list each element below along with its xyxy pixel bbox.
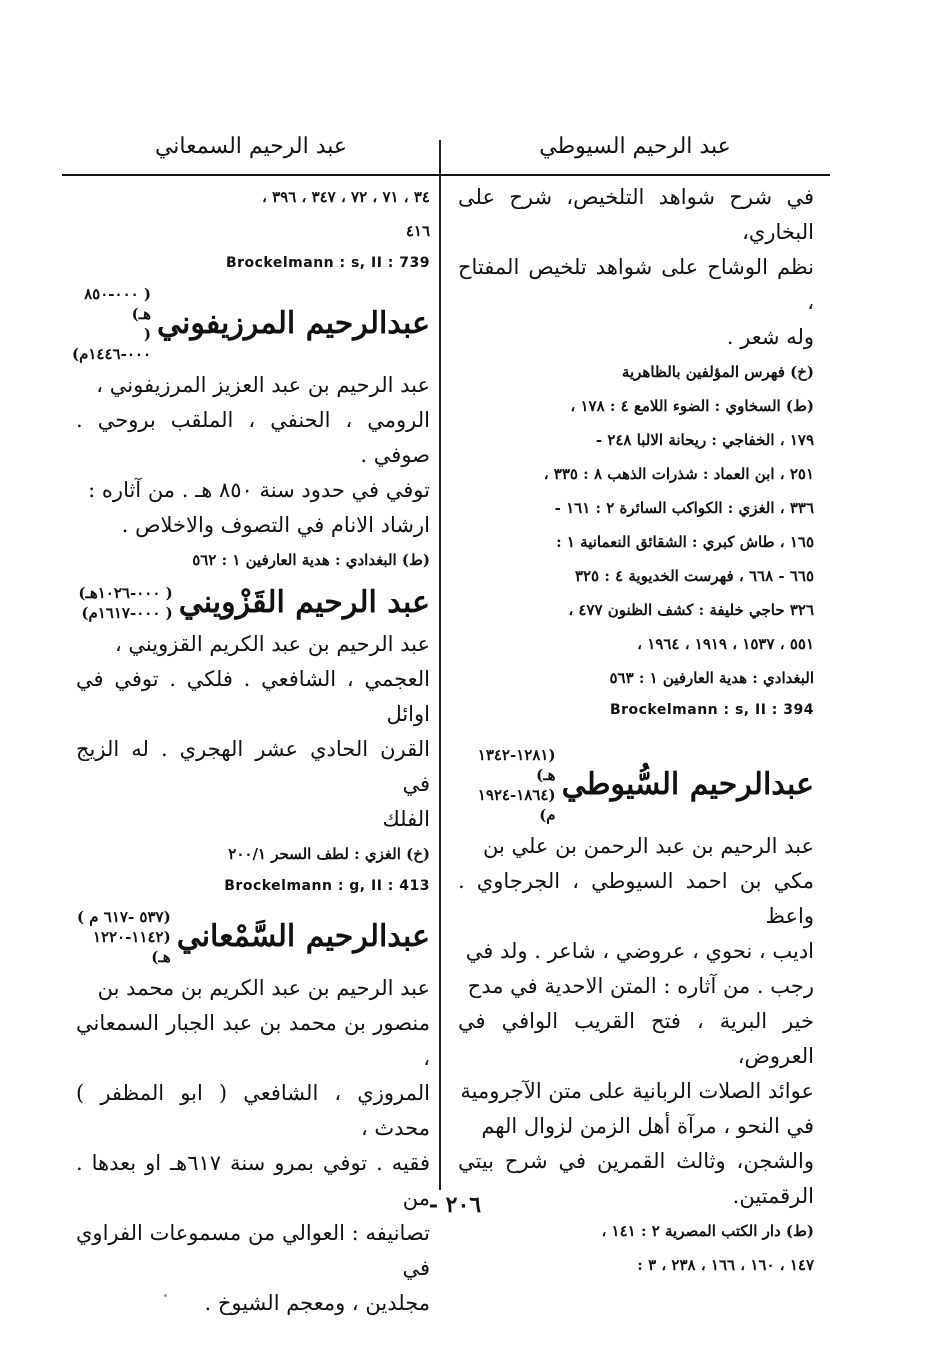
- text-line: فقيه . توفي بمرو سنة ٦١٧هـ او بعدها . من: [76, 1151, 430, 1210]
- header-right-title: عبد الرحيم السيوطي: [539, 134, 731, 159]
- text-line: توفي في حدود سنة ٨٥٠ هـ . من آثاره :: [88, 478, 430, 502]
- source-line: ١٧٩ ، الخفاجي : ريحانة الالبا ٢٤٨ -: [595, 431, 814, 449]
- date-hijri: (٥٣٧ -٦١٧ م ): [76, 908, 171, 926]
- source-line: ٥٥١ ، ١٥٣٧ ، ١٩١٩ ، ١٩٦٤ ،: [637, 635, 814, 653]
- entry-heading: [76, 907, 430, 967]
- date-hijri: (١٢٨١-١٣٤٢ هـ): [477, 746, 556, 784]
- text-line: المروزي ، الشافعي ( ابو المظفر ) محدث ،: [76, 1081, 430, 1140]
- column-divider: [439, 140, 441, 1190]
- text-line: منصور بن محمد بن عبد الجبار السمعاني ،: [76, 1011, 430, 1070]
- text-line: في النحو ، مرآة أهل الزمن لزوال الهم: [481, 1114, 814, 1138]
- date-hijri: ( ٠٠٠-٨٥٠ هـ): [84, 285, 152, 323]
- text-line: عبد الرحيم بن عبد الكريم القزويني ،: [114, 632, 430, 656]
- date-hijri: ( ٠٠٠-١٠٢٦هـ): [78, 584, 173, 602]
- source-line: ١٦٥ ، طاش كبري : الشقائق النعمانية ١ :: [556, 533, 814, 551]
- source-line: ٣٣٦ ، الغزي : الكواكب السائرة ٢ : ١٦١ -: [554, 499, 814, 517]
- text-line: نظم الوشاح على شواهد تلخيص المفتاح ،: [458, 255, 814, 314]
- date-gregorian: (١١٤٢-١٢٢٠ هـ): [92, 928, 171, 966]
- entry-heading: [458, 745, 814, 825]
- entry-name: عبد الرحيم القَزْويني: [178, 585, 430, 620]
- page-number: ٢٠٦ -: [428, 1192, 482, 1218]
- text-line: مكي بن احمد السيوطي ، الجرجاوي . واعظ: [458, 869, 814, 928]
- entry-heading: [76, 583, 430, 623]
- text-line: القرن الحادي عشر الهجري . له الزيج في: [76, 737, 430, 796]
- manuscript-note: (خ) فهرس المؤلفين بالظاهرية: [621, 363, 814, 381]
- date-gregorian: ( ٠٠٠-١٦١٧م): [81, 604, 173, 622]
- text-line: الفلك: [382, 807, 430, 831]
- entry-dates: [72, 284, 151, 364]
- text-line: عبد الرحيم بن عبد الرحمن بن علي بن: [482, 834, 814, 858]
- entry-name: عبدالرحيم السَّمْعاني: [176, 919, 430, 954]
- source-line: (ط) السخاوي : الضوء اللامع ٤ : ١٧٨ ،: [570, 397, 814, 415]
- text-line: وله شعر .: [726, 325, 814, 349]
- entry-name: عبدالرحيم المرزيفوني: [157, 306, 430, 341]
- source-line: البغدادي : هدية العارفين ١ : ٥٦٣: [609, 669, 814, 687]
- text-line: والشجن، وثالث القمرين في شرح بيتي الرقمتين.: [458, 1149, 814, 1208]
- source-line: ٣٢٦ حاجي خليفة : كشف الظنون ٤٧٧ ،: [568, 601, 814, 619]
- text-line: تصانيفه : العوالي من مسموعات الفراوي في: [76, 1221, 430, 1280]
- entry-dates: [78, 583, 172, 623]
- text-line: عوائد الصلات الربانية على متن الآجرومية: [460, 1079, 814, 1103]
- text-line: اديب ، نحوي ، عروضي ، شاعر . ولد في: [465, 939, 814, 963]
- brockelmann-reference: Brockelmann : s, II : 394: [609, 702, 814, 718]
- source-line: (ط) البغدادي : هدية العارفين ١ : ٥٦٢: [192, 551, 430, 569]
- right-column: [458, 180, 814, 1282]
- brockelmann-reference: Brockelmann : g, II : 413: [224, 878, 430, 894]
- date-gregorian: (١٨٦٤-١٩٢٤ م): [477, 786, 556, 824]
- text-line: مجلدين ، ومعجم الشيوخ .: [204, 1291, 430, 1315]
- source-line: ٤١٦: [405, 222, 430, 240]
- text-line: رجب . من آثاره : المتن الاحدية في مدح: [467, 974, 814, 998]
- source-line: ٦٦٥ - ٦٦٨ ، فهرست الخديوية ٤ : ٣٢٥: [574, 567, 814, 585]
- scan-speck: [164, 1294, 167, 1297]
- entry-dates: [76, 907, 171, 967]
- entry-dates: [458, 745, 556, 825]
- left-column: [71, 180, 430, 1321]
- date-gregorian: ( ٠٠٠-١٤٤٦م): [71, 325, 152, 363]
- entry-heading: [71, 284, 430, 364]
- source-line: ٢٥١ ، ابن العماد : شذرات الذهب ٨ : ٣٣٥ ،: [543, 465, 814, 483]
- source-line: ٣٤ ، ٧١ ، ٧٢ ، ٣٤٧ ، ٣٩٦ ،: [262, 188, 430, 206]
- text-line: عبد الرحيم بن عبد الكريم بن محمد بن: [97, 976, 430, 1000]
- header-left-title: عبد الرحيم السمعاني: [154, 134, 348, 159]
- source-line: ١٤٧ ، ١٦٠ ، ١٦٦ ، ٢٣٨ ، ٣ :: [637, 1256, 814, 1274]
- text-line: ارشاد الانام في التصوف والاخلاص .: [121, 513, 430, 537]
- text-line: الرومي ، الحنفي ، الملقب بروحي . صوفي .: [76, 408, 430, 467]
- text-line: في شرح شواهد التلخيص، شرح على البخاري،: [458, 185, 814, 244]
- brockelmann-reference: Brockelmann : s, II : 739: [225, 255, 430, 271]
- entry-name: عبدالرحيم السُّيوطي: [561, 767, 814, 802]
- text-line: خير البرية ، فتح القريب الوافي في العروض،: [458, 1009, 814, 1068]
- manuscript-note: (خ) الغزي : لطف السحر ٢٠٠/١: [228, 845, 430, 863]
- header-rule: [62, 174, 830, 176]
- text-line: عبد الرحيم بن عبد العزيز المرزيفوني ،: [96, 373, 430, 397]
- text-line: العجمي ، الشافعي . فلكي . توفي في اوائل: [76, 667, 430, 726]
- source-line: (ط) دار الكتب المصرية ٢ : ١٤١ ،: [601, 1222, 814, 1240]
